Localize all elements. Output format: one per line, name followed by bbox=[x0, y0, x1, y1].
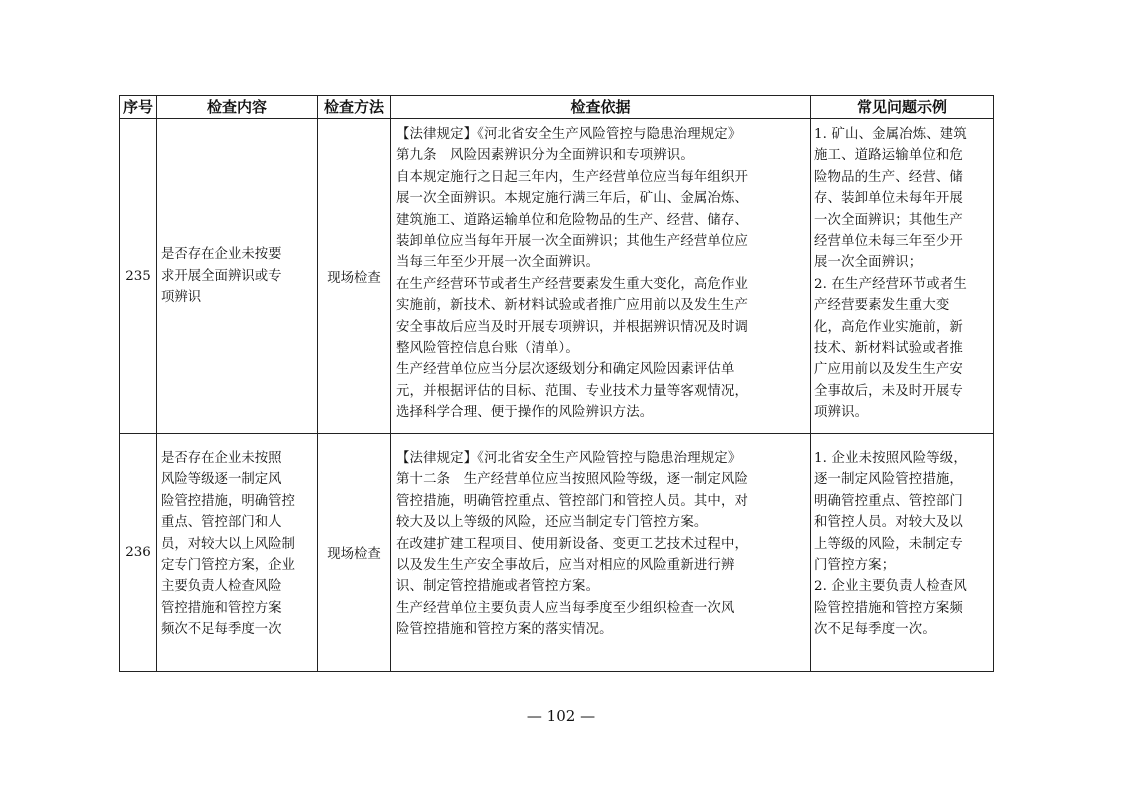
header-row bbox=[120, 96, 994, 119]
header-content: 检查内容 bbox=[157, 96, 318, 119]
inspection-basis: 【法律规定】《河北省安全生产风险管控与隐患治理规定》 第十二条 生产经营单位应当按照风险等级，逐一制定风险 管控措施，明确管控重点、管控部门和管控人员。其中，对 较大及以上等级的风险，还应当制定专门管控方案。 在改建扩建工程项目、使用新设备、变更工艺技术过程中， 以及发生生产安全事故后，应当对相应的风险重新进行辨 识、制定管控措施或者管控方案。 生产经营单位主要负责人应当每季度至少组织检查一次风 险管控措施和管控方案的落实情况。 bbox=[396, 451, 749, 638]
common-issues-cell bbox=[811, 434, 994, 672]
header-basis: 检查依据 bbox=[391, 96, 811, 119]
table-row bbox=[120, 434, 994, 672]
inspection-content: 是否存在企业未按要 求开展全面辨识或专 项辨识 bbox=[161, 247, 282, 306]
inspection-basis-cell bbox=[391, 434, 811, 672]
inspection-content: 是否存在企业未按照 风险等级逐一制定风 险管控措施，明确管控 重点、管控部门和人 员，对较大以上风险制 定专门管控方案，企业 主要负责人检查风险 管控措施和管控方案 频次不足每季度一次 bbox=[161, 451, 295, 638]
inspection-basis: 【法律规定】《河北省安全生产风险管控与隐患治理规定》 第九条 风险因素辨识分为全面辨识和专项辨识。 自本规定施行之日起三年内，生产经营单位应当每年组织开 展一次全面辨识。本规定施行满三年后，矿山、金属冶炼、 建筑施工、道路运输单位和危险物品的生产、经营、储存、 装卸单位应当每年开展一次全面辨识；其他生产经营单位应 当每三年至少开展一次全面辨识。 在生产经营环节或者生产经营要素发生重大变化，高危作业 实施前，新技术、新材料试验或者推广应用前以及发生生产 安全事故后应当及时开展专项辨识，并根据辨识情况及时调 整风险管控信息台账（清单）。 生产经营单位应当分层次逐级划分和确定风险因素评估单 元，并根据评估的目标、范围、专业技术力量等客观情况， 选择科学合理、便于操作的风险辨识方法。 bbox=[396, 127, 749, 421]
header-method: 检查方法 bbox=[318, 96, 391, 119]
inspection-table bbox=[119, 95, 994, 672]
row-number: 236 bbox=[120, 434, 157, 672]
common-issues: 1. 矿山、金属冶炼、建筑 施工、道路运输单位和危 险物品的生产、经营、储 存、装卸单位未每年开展 一次全面辨识；其他生产 经营单位未每三年至少开 展一次全面辨识； 2. 在生产经营环节或者生 产经营要素发生重大变 化，高危作业实施前，新 技术、新材料试验或者推 广应用前以及发生生产安 全事故后，未及时开展专 项辨识。 bbox=[814, 127, 967, 421]
table-row bbox=[120, 119, 994, 434]
table-body bbox=[120, 119, 994, 672]
row-number: 235 bbox=[120, 119, 157, 434]
common-issues: 1. 企业未按照风险等级， 逐一制定风险管控措施， 明确管控重点、管控部门 和管控人员。对较大及以 上等级的风险，未制定专 门管控方案； 2. 企业主要负责人检查风 险管控措施和管控方案频 次不足每季度一次。 bbox=[814, 451, 967, 638]
inspection-content-cell bbox=[157, 119, 318, 434]
inspection-method: 现场检查 bbox=[318, 434, 391, 672]
inspection-basis-cell bbox=[391, 119, 811, 434]
page-number: — 102 — bbox=[526, 707, 596, 725]
inspection-method: 现场检查 bbox=[318, 119, 391, 434]
header-issues: 常见问题示例 bbox=[811, 96, 994, 119]
common-issues-cell bbox=[811, 119, 994, 434]
inspection-content-cell bbox=[157, 434, 318, 672]
table-header bbox=[120, 96, 994, 119]
header-no: 序号 bbox=[120, 96, 157, 119]
